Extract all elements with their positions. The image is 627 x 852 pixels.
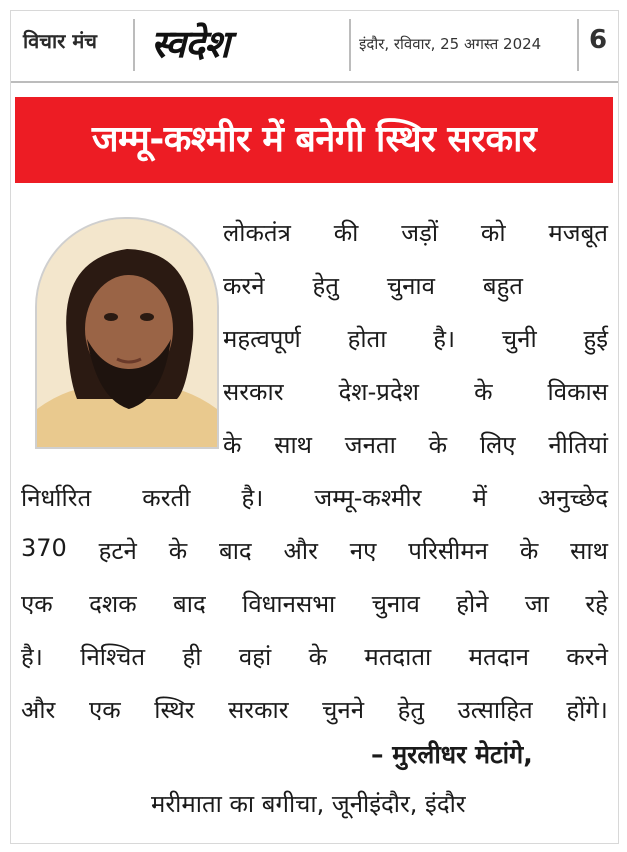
word: जम्मू-कश्मीर xyxy=(314,484,422,512)
word: की xyxy=(333,219,359,247)
word: में xyxy=(472,484,487,512)
word: उत्साहित xyxy=(457,696,533,724)
word: वहां xyxy=(238,643,272,671)
word: हुई xyxy=(583,325,608,353)
word: बहुत xyxy=(482,272,523,300)
word: के xyxy=(428,431,448,459)
newspaper-page xyxy=(10,10,619,844)
word: हेतु xyxy=(312,272,339,300)
word: और xyxy=(21,696,56,724)
word: साथ xyxy=(570,537,608,565)
word: चुनाव xyxy=(386,272,435,300)
word: निश्चित xyxy=(80,643,146,671)
article-line xyxy=(21,640,608,673)
word: है। xyxy=(241,484,264,512)
word: स्थिर xyxy=(154,696,195,724)
article-line xyxy=(223,269,523,302)
word: जड़ों xyxy=(401,219,439,247)
word: के xyxy=(519,537,539,565)
article-body xyxy=(11,11,618,843)
word: होता xyxy=(347,325,387,353)
word: परिसीमन xyxy=(408,537,488,565)
word: है। xyxy=(433,325,456,353)
dateline: इंदौर, रविवार, 25 अगस्त 2024 xyxy=(359,35,542,53)
word: बाद xyxy=(219,537,252,565)
word: दशक xyxy=(89,590,137,618)
word: सरकार xyxy=(223,378,284,406)
article-line xyxy=(223,322,608,355)
word: लोकतंत्र xyxy=(223,219,291,247)
word: मजबूत xyxy=(548,219,608,247)
article-line xyxy=(21,481,608,514)
word: लिए xyxy=(479,431,516,459)
article-line xyxy=(223,375,608,408)
word: जनता xyxy=(344,431,396,459)
word: ही xyxy=(182,643,202,671)
word: अनुच्छेद xyxy=(537,484,608,512)
word: और xyxy=(283,537,318,565)
article-line xyxy=(21,587,608,620)
author-address: मरीमाता का बगीचा, जूनीइंदौर, इंदौर xyxy=(151,790,466,818)
word: निर्धारित xyxy=(21,484,92,512)
word: हेतु xyxy=(397,696,425,724)
word: मतदान xyxy=(468,643,529,671)
word: करने xyxy=(566,643,608,671)
word: बाद xyxy=(173,590,206,618)
author-signature: – मुरलीधर मेटांगे, xyxy=(371,740,533,769)
word: विकास xyxy=(547,378,608,406)
word: देश-प्रदेश xyxy=(338,378,420,406)
word: जा xyxy=(524,590,549,618)
article-line xyxy=(21,693,608,726)
word: करने xyxy=(223,272,265,300)
word: 370 xyxy=(21,534,67,562)
word: साथ xyxy=(274,431,312,459)
page-number: 6 xyxy=(589,25,608,55)
section-label: विचार मंच xyxy=(23,29,97,53)
word: हटने xyxy=(98,537,137,565)
word: नीतियां xyxy=(548,431,608,459)
word: विधानसभा xyxy=(242,590,336,618)
article-line xyxy=(223,216,608,249)
article-line xyxy=(223,428,608,461)
word: महत्वपूर्ण xyxy=(223,325,301,353)
word: करती xyxy=(142,484,191,512)
word: नए xyxy=(349,537,377,565)
article-headline: जम्मू-कश्मीर में बनेगी स्थिर सरकार xyxy=(15,97,613,183)
word: होंगे। xyxy=(566,696,608,724)
word: सरकार xyxy=(228,696,289,724)
word: रहे xyxy=(585,590,608,618)
word: है। xyxy=(21,643,43,671)
article-line xyxy=(21,534,608,567)
word: एक xyxy=(88,696,121,724)
word: होने xyxy=(456,590,489,618)
word: के xyxy=(168,537,188,565)
word: एक xyxy=(21,590,53,618)
word: के xyxy=(223,431,242,459)
word: चुनी xyxy=(501,325,537,353)
word: के xyxy=(308,643,327,671)
word: के xyxy=(474,378,493,406)
newspaper-masthead: स्वदेश xyxy=(151,21,229,66)
word: को xyxy=(480,219,506,247)
word: मतदाता xyxy=(364,643,432,671)
word: चुनाव xyxy=(371,590,420,618)
word: चुनने xyxy=(322,696,365,724)
